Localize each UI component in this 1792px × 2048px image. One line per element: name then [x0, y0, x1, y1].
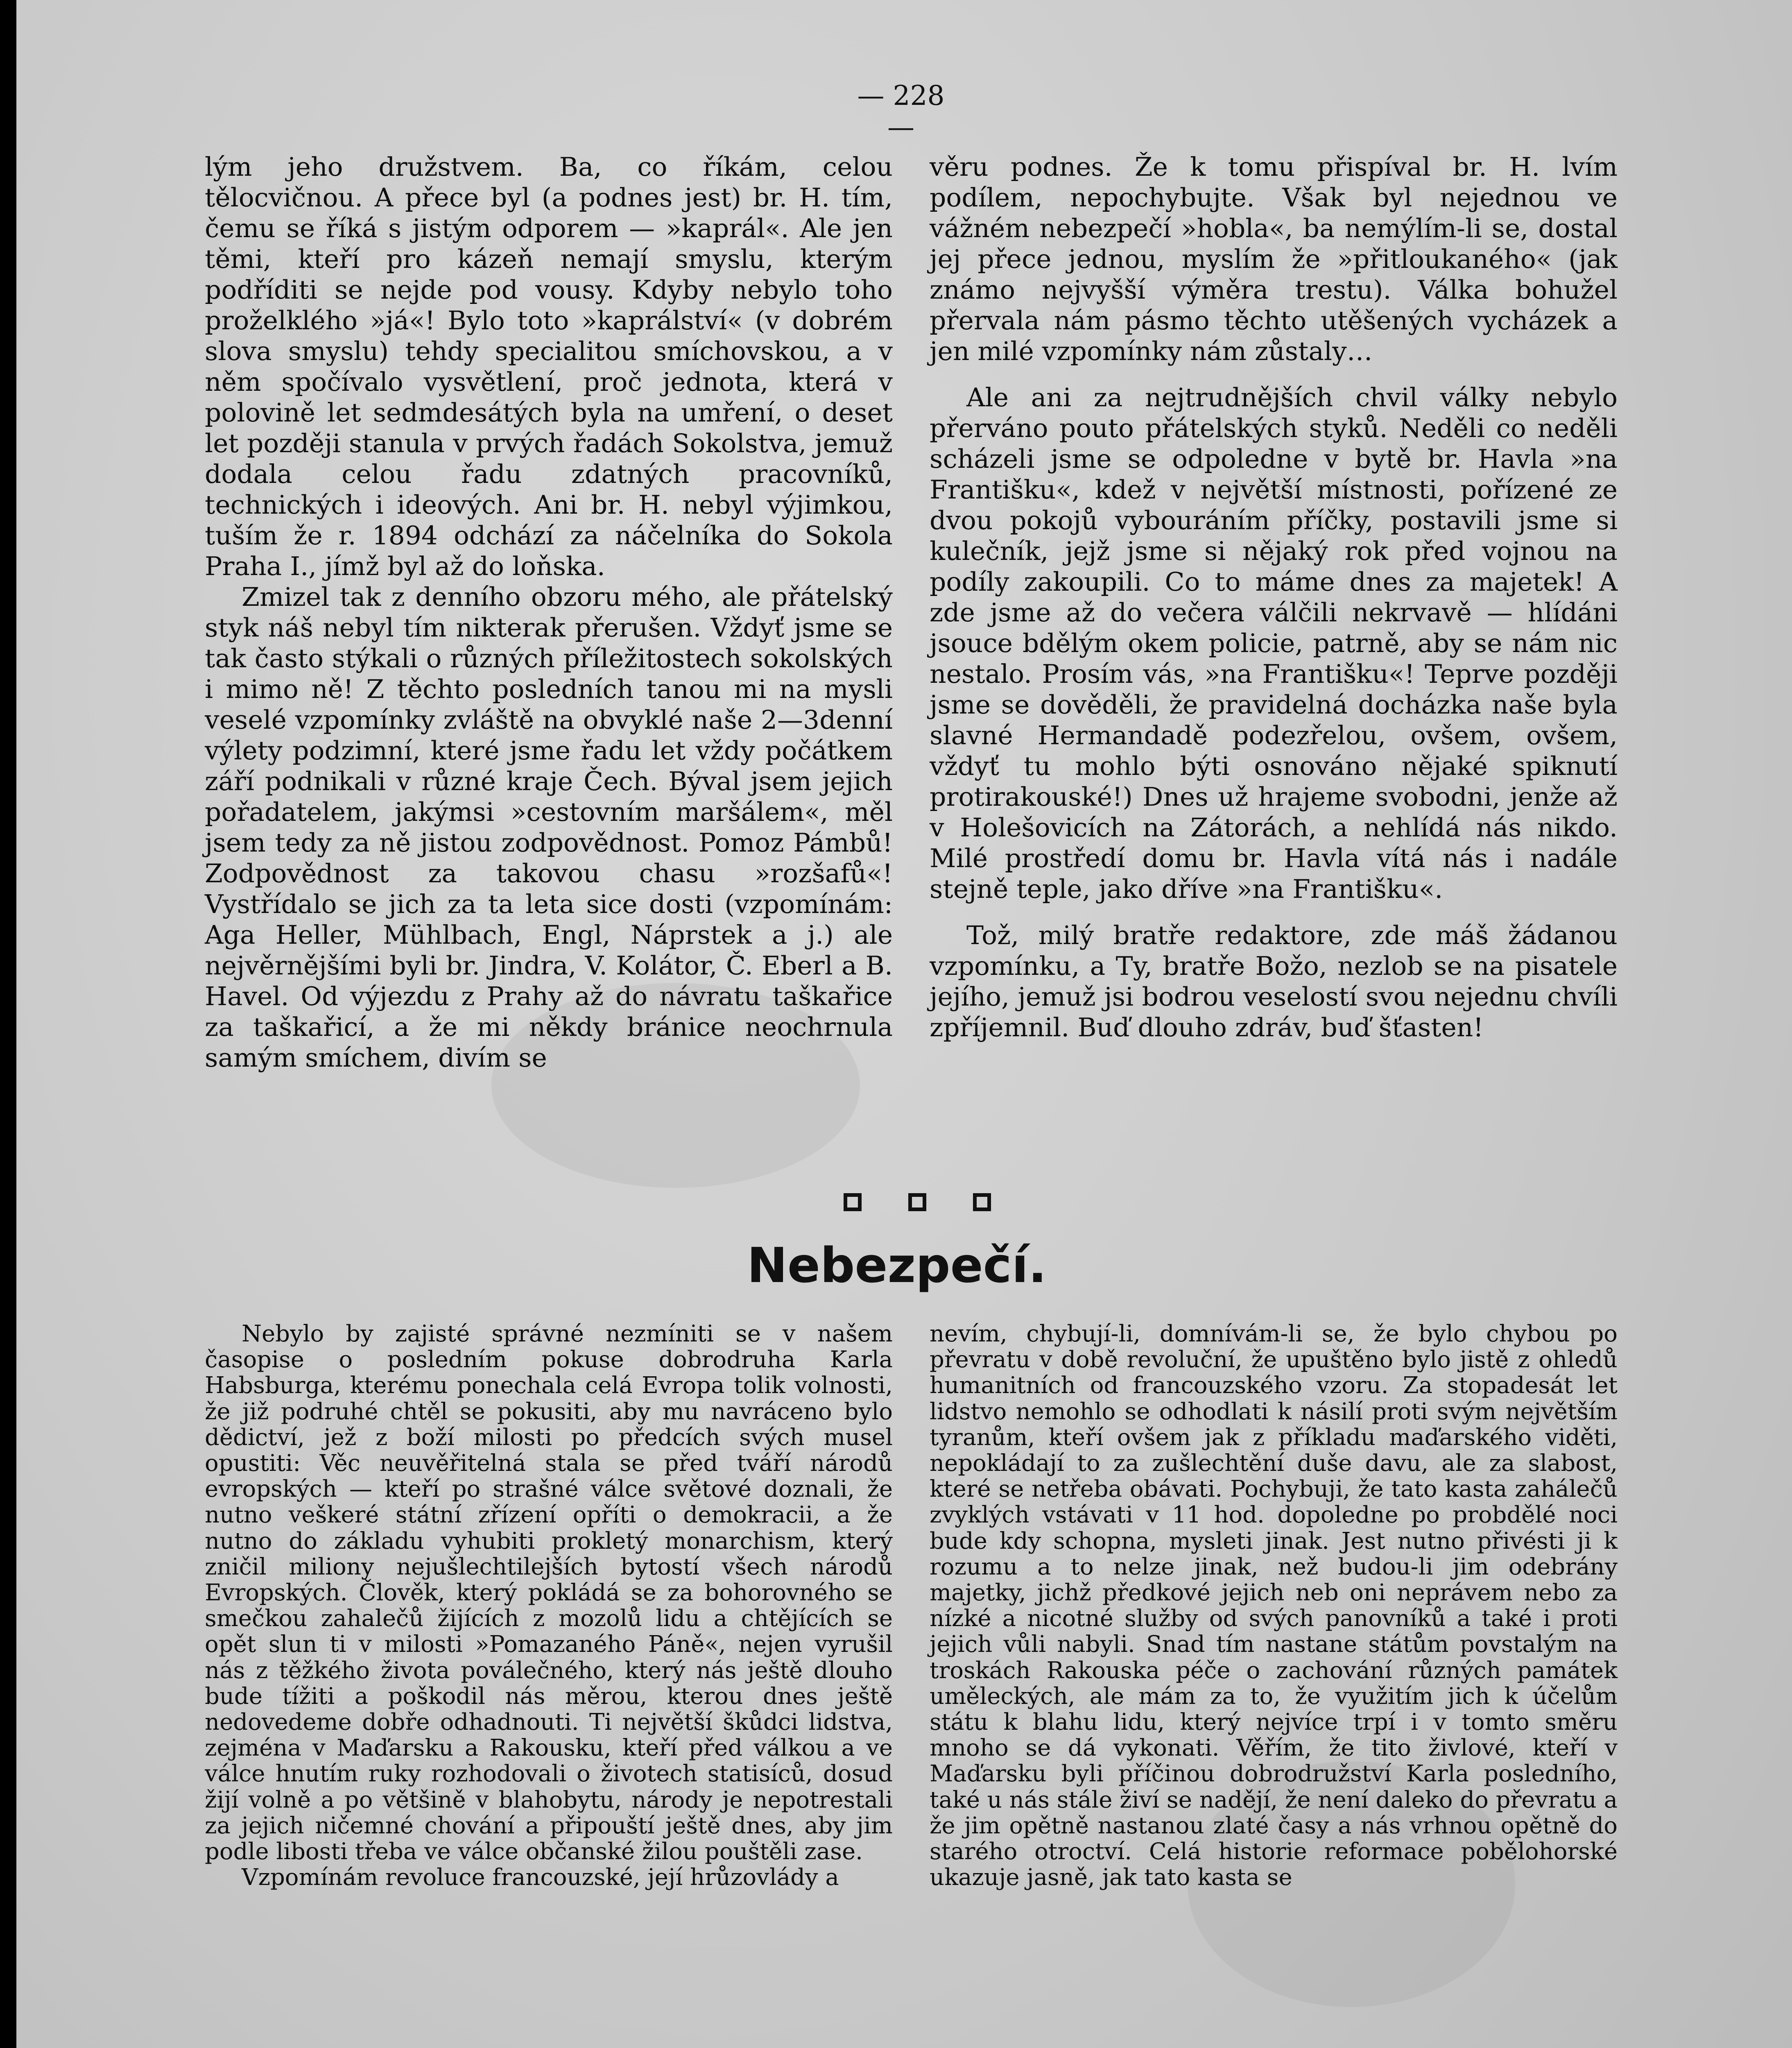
paragraph: Ale ani za nejtrudnějších chvil války nebylo přerváno pouto přátelských styků. Neděli co neděli scházeli jsme se odpoledne v bytě br. Havla »na Františku«, kdež v největší místnosti, pořízené ze dvou pokojů vybouráním příčky, postavili jsme si kulečník, jejž jsme si nějaký rok před vojnou na podíly zakoupili. Co to máme dnes za majetek! A zde jsme až do večera válčili nekrvavě — hlídáni jsouce bdělým okem policie, patrně, aby se nám nic nestalo. Prosím vás, »na Františku«! Teprve později jsme se dověděli, že pravidelná docházka naše byla slavné Hermandadě podezřelou, ovšem, ovšem, vždyť tu mohlo býti osnováno nějaké spiknutí protirakouské!) Dnes už hrajeme svobodni, jenže až v Holešovicích na Zátorách, a nehlídá nás nikdo. Milé prostředí domu br. Havla vítá nás i nadále stejně teple, jako dříve »na Františku«. — [930, 383, 1618, 904]
square-ornament-icon — [844, 1193, 862, 1211]
article-right-column — [930, 1321, 1618, 1890]
paragraph: Zmizel tak z denního obzoru mého, ale přátelský styk náš nebyl tím nikterak přerušen. Vždyť jsme se tak často stýkali o různých příležitostech sokolských i mimo ně! Z těchto posledních tanou mi na mysli veselé vzpomínky zvláště na obvyklé naše 2—3denní výlety podzimní, které jsme řadu let vždy počátkem září podnikali v různé kraje Čech. Býval jsem jejich pořadatelem, jakýmsi »cestovním maršálem«, měl jsem tedy za ně jistou zodpovědnost. Pomoz Pámbů! Zodpovědnost za takovou chasu »rozšafů«! Vystřídalo se jich za ta leta sice dosti (vzpomínám: Aga Heller, Mühlbach, Engl, Náprstek a j.) ale nejvěrnějšími byli br. Jindra, V. Kolátor, Č. Eberl a B. Havel. Od výjezdu z Prahy až do návratu taškařice za taškařicí, a že mi někdy bránice neochrnula samým smíchem, divím se — [205, 582, 893, 1073]
article-continuation-right-column — [930, 152, 1618, 1043]
paragraph: Tož, milý bratře redaktore, zde máš žádanou vzpomínku, a Ty, bratře Božo, nezlob se na pisatele jejího, jemuž jsi bodrou veselostí svou nejednu chvíli zpříjemnil. Buď dlouho zdráv, buď šťasten! — [930, 920, 1618, 1042]
article-title: Nebezpečí. — [747, 1237, 1047, 1294]
article-left-column — [205, 1321, 893, 1890]
square-ornament-icon — [908, 1193, 926, 1211]
paragraph: Nebylo by zajisté správné nezmíniti se v našem časopise o posledním pokuse dobrodruha Karla Habsburga, kterému ponechala celá Evropa tolik volnosti, že již podruhé chtěl se pokusiti, aby mu navráceno bylo dědictví, jež z boží milosti po předcích svých musel opustiti: Věc neuvěřitelná stala se před tváří národů evropských — kteří po strašné válce světové doznali, že nutno veškeré státní zřízení opříti o demokracii, a že nutno do základu vyhubiti prokletý monarchism, který zničil miliony nejušlechtilejších bytostí všech národů Evropských. Člověk, který pokládá se za bohorovného se smečkou zahalečů žijících z mozolů lidu a chtějících se opět slun ti v milosti »Pomazaného Páně«, nejen vyrušil nás z těžkého života poválečného, který nás ještě dlouho bude tížiti a poškodil nás měrou, kterou dnes ještě nedovedeme dobře odhadnouti. Ti největší škůdci lidstva, zejména v Maďarsku a Rakousku, kteří před válkou a ve válce hnutím ruky rozhodovali o životech statisíců, dosud žijí volně a po většině v blahobytu, národy je nepotrestali za jejich ničemné chování a připouští ještě dnes, aby jim podle libosti třeba ve válce občanské žilou pouštěli zase. — [205, 1321, 893, 1865]
page-number: — 228 — — [857, 80, 945, 143]
paragraph: nevím, chybují-li, domnívám-li se, že bylo chybou po převratu v době revoluční, že upuštěno bylo jistě z ohledů humanitních od francouzského vzoru. Za stopadesát let lidstvo nemohlo se odhodlati k násilí proti svým největším tyranům, kteří ovšem jak z příkladu maďarského viděti, nepokládají to za zušlechtění duše davu, ale za slabost, které se netřeba obávati. Pochybuji, že tato kasta zahálečů zvyklých vstávati v 11 hod. dopoledne po probdělé noci bude kdy schopna, mysleti jinak. Jest nutno přivésti ji k rozumu a to nelze jinak, než budou-li jim odebrány majetky, jichž předkové jejich neb oni neprávem nebo za nízké a nicotné služby od svých panovníků a také i proti jejich vůli nabyli. Snad tím nastane státům povstalým na troskách Rakouska péče o zachování různých památek uměleckých, ale mám za to, že využitím jich k účelům státu k blahu lidu, který nejvíce trpí i v tomto směru mnoho se dá vykonati. Věřím, že tito živlové, kteří v Maďarsku byli příčinou dobrodružství Karla posledního, také u nás stále živí se nadějí, že není daleko do převratu a že jim opětně nastanou zlaté časy a nás vrhnou opětně do starého otroctví. Celá historie reformace pobělohorské ukazuje jasně, jak tato kasta se — [930, 1321, 1618, 1891]
paragraph: Vzpomínám revoluce francouzské, její hrůzovlády a — [242, 1864, 839, 1891]
scan-border-left — [0, 0, 16, 2048]
paragraph: věru podnes. Že k tomu přispíval br. H. lvím podílem, nepochybujte. Však byl nejednou ve vážném nebezpečí »hobla«, ba nemýlím-li se, dostal jej přece jednou, myslím že »přitloukaného« (jak známo nejvyšší výměra trestu). Válka bohužel přervala nám pásmo těchto utěšených vycházek a jen milé vzpomínky nám zůstaly… — [930, 152, 1618, 366]
square-ornament-icon — [973, 1193, 991, 1211]
section-divider-ornament — [844, 1186, 991, 1219]
paragraph: lým jeho družstvem. Ba, co říkám, celou tělocvičnou. A přece byl (a podnes jest) br. H. tím, čemu se říká s jistým odporem — »kaprál«. Ale jen těmi, kteří pro kázeň nemají smyslu, kterým podříditi se nejde pod vousy. Kdyby nebylo toho proželklého »já«! Bylo toto »kaprálství« (v dobrém slova smyslu) tehdy specialitou smíchovskou, a v něm spočívalo vysvětlení, proč jednota, která v polovině let sedmdesátých byla na umření, o deset let později stanula v prvých řadách Sokolstva, jemuž dodala celou řadu zdatných pracovníků, technických i ideových. Ani br. H. nebyl výjimkou, tuším že r. 1894 odchází za náčelníka do Sokola Praha I., jímž byl až do loňska. — [205, 152, 893, 581]
article-continuation-left-column — [205, 152, 893, 1073]
